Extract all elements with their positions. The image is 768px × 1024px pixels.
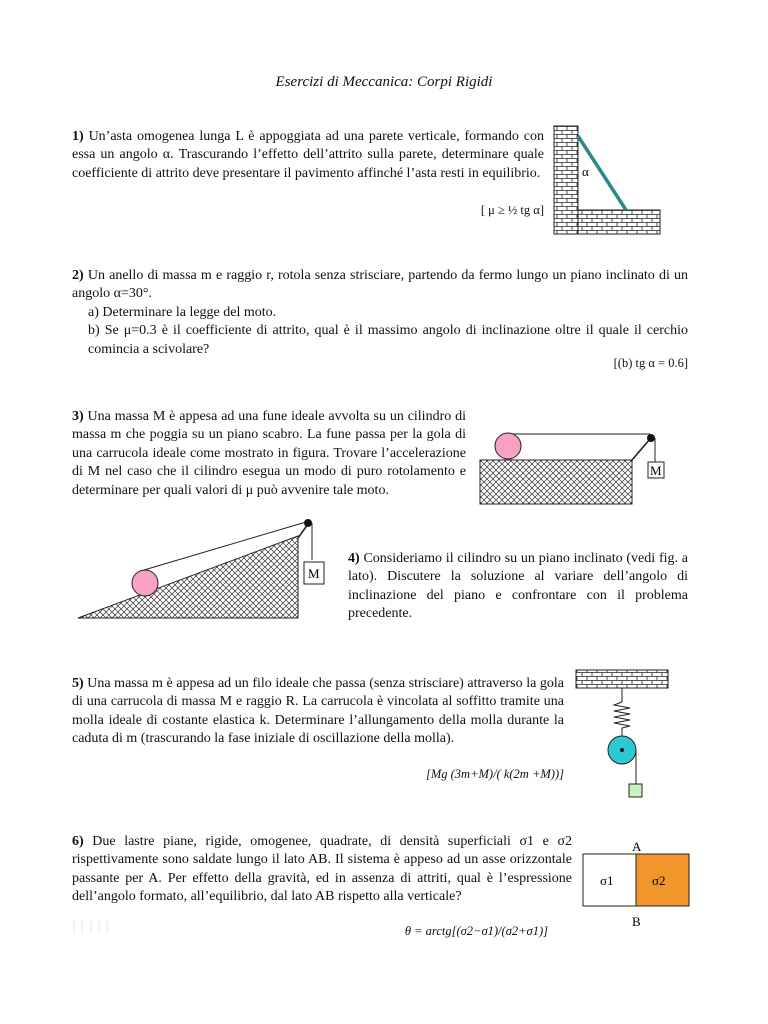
pulley — [304, 519, 312, 527]
exercise-1-figure — [554, 126, 662, 236]
exercise-3-figure — [478, 428, 678, 508]
exercise-6-answer: θ = arctg[(σ2−σ1)/(σ2+σ1)] — [404, 924, 548, 938]
exercise-2-item-a: a) Determinare la legge del moto. — [88, 304, 277, 320]
exercise-2-body: Un anello di massa m e raggio r, rotola senza strisciare, partendo da fermo lungo un piano inclinato di un angolo α=30°. — [72, 268, 689, 302]
faded-text: [ [ ] ] ] — [72, 920, 110, 935]
exercise-2-item-b: b) Se μ=0.3 è il coefficiente di attrito, qual è il massimo angolo di inclinazione oltre il quale il cerchio comincia a scivolare? — [88, 323, 688, 357]
small-mass — [629, 784, 642, 797]
page-title: Esercizi di Meccanica: Corpi Rigidi — [275, 74, 493, 90]
spring — [614, 702, 630, 728]
exercise-5-number: 5) — [72, 676, 84, 691]
exercise-1-number: 1) — [72, 129, 84, 144]
mass-label: M — [308, 566, 320, 581]
wall — [554, 126, 578, 234]
exercise-1-answer: [ μ ≥ ½ tg α] — [480, 203, 544, 217]
exercise-4-body: Consideriamo il cilindro su un piano inclinato (vedi fig. a lato). Discutere la soluzione al variare dell’angolo di inclinazione del piano e confrontare con il problema precedente. — [348, 551, 688, 622]
exercise-2-text — [72, 267, 688, 359]
exercise-3-body: Una massa M è appesa ad una fune ideale avvolta su un cilindro di massa m che poggia su un piano scabro. La fune passa per la gola di una carrucola ideale come mostrato in figura. Trovare l’accelerazione di M nel caso che il cilindro esegua un modo di puro rotolamento e determinare per quali valori di μ può avvenire tale moto. — [72, 409, 466, 498]
exercise-3-text — [72, 408, 466, 500]
ceiling — [576, 670, 668, 688]
exercise-5-answer: [Mg (3m+M)/( k(2m +M))] — [425, 767, 564, 781]
exercise-6-number: 6) — [72, 834, 84, 849]
exercise-4-figure — [76, 516, 336, 622]
cylinder — [495, 433, 521, 459]
pulley — [647, 434, 655, 442]
exercise-1-text — [72, 128, 544, 183]
inclined-plane — [78, 536, 298, 618]
exercise-1-body: Un’asta omogenea lunga L è appoggiata ad una parete verticale, formando con essa un angolo α. Trascurando l’effetto dell’attrito sulla parete, determinare quale coefficiente di attrito deve presentare il pavimento affinché l’asta resti in equilibrio. — [72, 129, 545, 181]
exercise-2-number: 2) — [72, 268, 84, 283]
exercise-5-figure — [574, 668, 674, 802]
exercise-5-body: Una massa m è appesa ad un filo ideale che passa (senza strisciare) attraverso la gola di una carrucola di massa M e raggio R. La carrucola è vincolata al soffitto tramite una molla ideale di costante elastica k. Determinare l’allungamento della molla durante la caduta di m (trascurando la fase iniziale di oscillazione della molla). — [72, 676, 565, 747]
angle-label: α — [582, 164, 589, 179]
floor — [578, 210, 660, 234]
exercise-3-number: 3) — [72, 409, 84, 424]
cylinder — [132, 570, 158, 596]
pulley-support — [632, 439, 650, 460]
exercise-4-text — [348, 550, 688, 624]
exercise-4-number: 4) — [348, 551, 360, 566]
label-b: B — [632, 914, 641, 929]
exercise-6-text — [72, 833, 572, 907]
pulley-axle — [620, 748, 624, 752]
label-sigma1: σ1 — [600, 873, 614, 888]
exercise-2-answer: [(b) tg α = 0.6] — [613, 356, 688, 370]
exercise-5-text — [72, 675, 564, 749]
mass-label: M — [650, 463, 662, 478]
label-a: A — [632, 839, 642, 854]
label-sigma2: σ2 — [652, 873, 666, 888]
exercise-6-figure — [582, 838, 690, 932]
rough-surface — [480, 460, 632, 504]
exercise-6-body: Due lastre piane, rigide, omogenee, quadrate, di densità superficiali σ1 e σ2 rispettivamente sono saldate lungo il lato AB. Il sistema è appeso ad un asse orizzontale passante per A. Per effetto della gravità, ed in assenza di attriti, qual è l’espressione dell’angolo formato, all’equilibrio, dal lato AB rispetto alla verticale? — [72, 834, 573, 905]
